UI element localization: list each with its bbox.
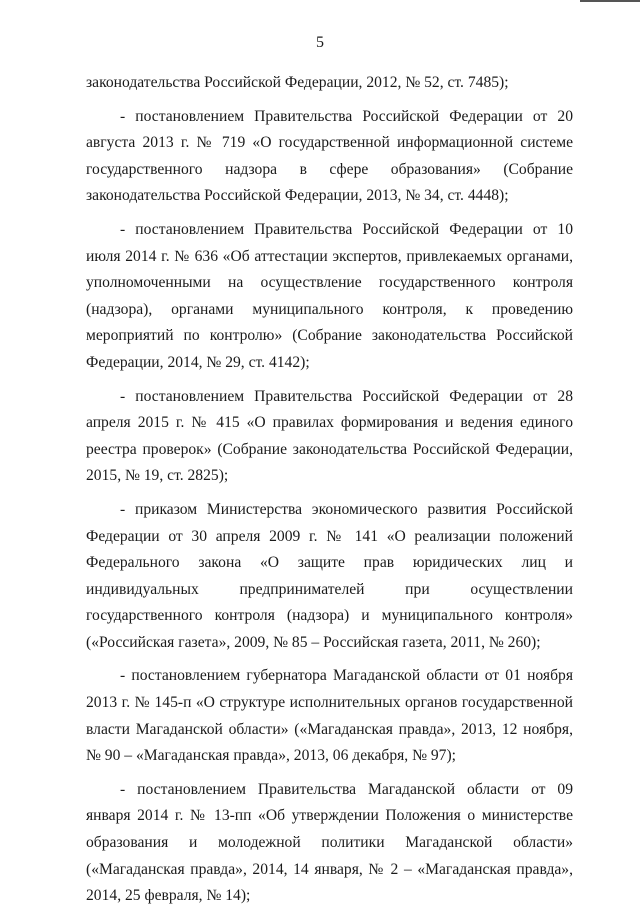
paragraph-list-item: - постановлением Правительства Российской Федерации от 10 июля 2014 г. № 636 «Об аттестации экспертов, привлекаемых органами, уполномоченными на осуществление государственного контроля (надзора), органами муниципального контроля, к проведению мероприятий по контролю» (Собрание законодательства Российской Федерации, 2014, № 29, ст. 4142);	[86, 220, 573, 371]
paragraph-list-item: - постановлением Правительства Магаданской области от 09 января 2014 г. № 13-пп «Об утверждении Положения о министерстве образования и молодежной политики Магаданской области» («Магаданская правда», 2014, 14 января, № 2 – «Магаданская правда», 2014, 25 февраля, № 14);	[86, 780, 573, 905]
paragraph-list-item: - постановлением губернатора Магаданской области от 01 ноября 2013 г. № 145-п «О структуре исполнительных органов государственной власти Магаданской области» («Магаданская правда», 2013, 12 ноября, № 90 – «Магаданская правда», 2013, 06 декабря, № 97);	[86, 667, 573, 765]
scan-corner-mark	[580, 0, 640, 2]
document-body	[86, 70, 573, 917]
page-number: 5	[316, 34, 324, 51]
paragraph-list-item: - постановлением Правительства Российской Федерации от 28 апреля 2015 г. № 415 «О правилах формирования и ведения единого реестра проверок» (Собрание законодательства Российской Федерации, 2015, № 19, ст. 2825);	[86, 387, 573, 485]
paragraph-list-item: - постановлением Правительства Российской Федерации от 20 августа 2013 г. № 719 «О государственной информационной системе государственного надзора в сфере образования» (Собрание законодательства Российской Федерации, 2013, № 34, ст. 4448);	[86, 107, 573, 205]
paragraph-list-item: - приказом Министерства экономического развития Российской Федерации от 30 апреля 2009 г. № 141 «О реализации положений Федерального закона «О защите прав юридических лиц и индивидуальных предпринимателей при осуществлении государственного контроля (надзора) и муниципального контроля» («Российская газета», 2009, № 85 – Российская газета, 2011, № 260);	[86, 500, 573, 651]
paragraph-continuation: законодательства Российской Федерации, 2012, № 52, ст. 7485);	[86, 74, 509, 91]
